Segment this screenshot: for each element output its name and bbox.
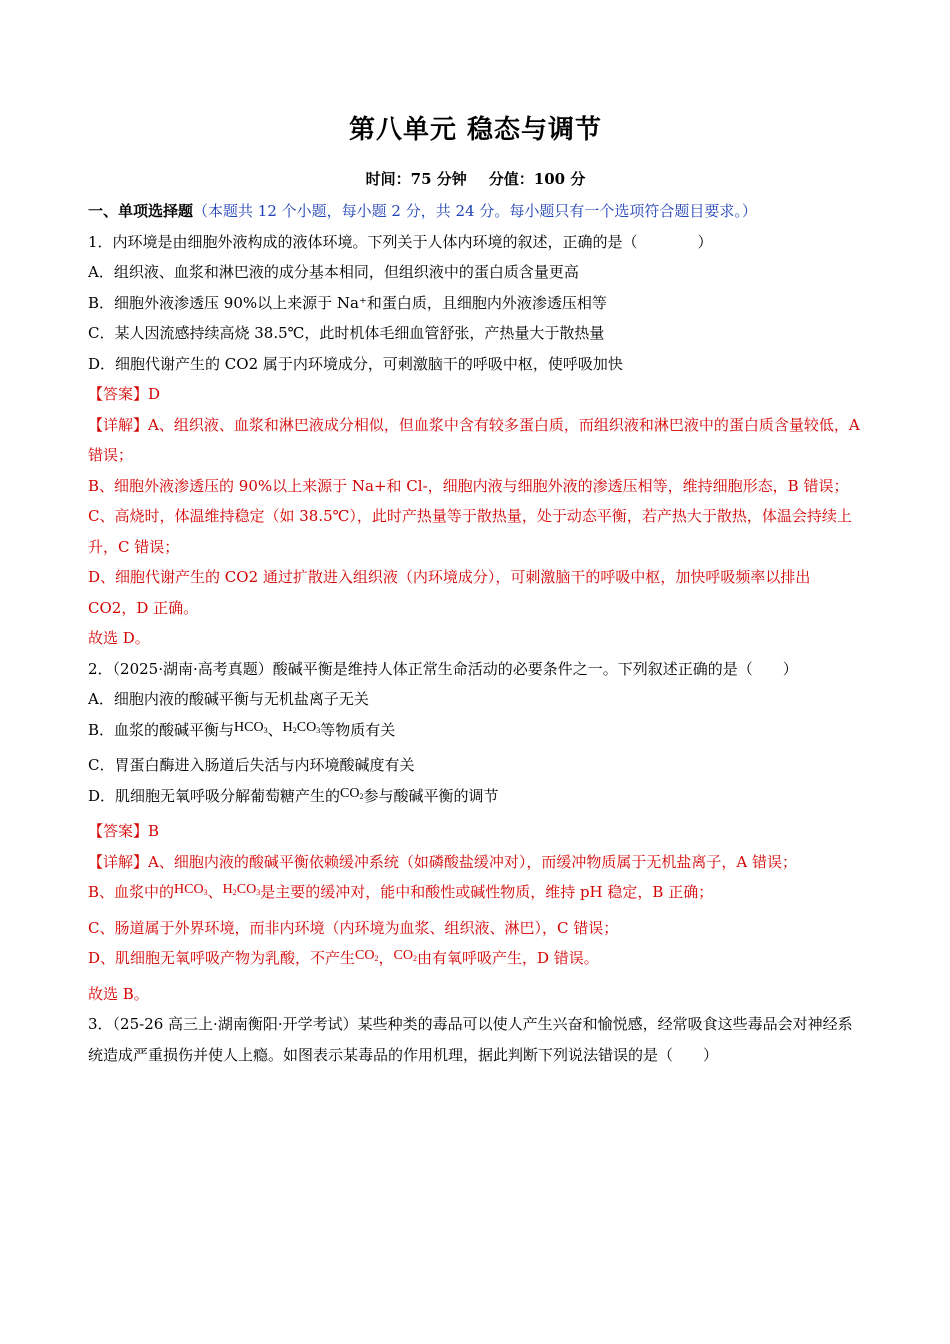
- formula-co2: $CO_2$: [340, 785, 364, 801]
- q2-detail-d-pre: D、肌细胞无氧呼吸产物为乳酸，不产生: [88, 949, 356, 967]
- q2-option-c: C．胃蛋白酶进入肠道后失活与内环境酸碱度有关: [88, 756, 415, 774]
- formula-co2-detail-1: $CO_2$: [355, 948, 379, 963]
- q2-detail-b-post: 是主要的缓冲对，能中和酸性或碱性物质，维持 pH 稳定，B 正确；: [260, 883, 714, 901]
- q2-option-a: A．细胞内液的酸碱平衡与无机盐离子无关: [88, 690, 369, 708]
- q2-option-d-pre: D．肌细胞无氧呼吸分解葡萄糖产生的: [88, 786, 341, 805]
- q1-answer: 【答案】D: [88, 385, 161, 403]
- exam-meta: [88, 168, 863, 190]
- q2-option-b-sep: 、: [267, 720, 283, 739]
- formula-h2co3: $H_2CO_3$: [282, 719, 321, 735]
- q2-detail-a: 【详解】A、细胞内液的酸碱平衡依赖缓冲系统（如磷酸盐缓冲对），而缓冲物质属于无机盐离子，A 错误；: [88, 852, 797, 871]
- q1-option-c: C．某人因流感持续高烧 38.5℃，此时机体毛细血管舒张，产热量大于散热量: [88, 324, 605, 342]
- q1-detail-c: C、高烧时，体温维持稳定（如 38.5℃），此时产热量等于散热量，处于动态平衡，若产热大于散热，体温会持续上升，C 错误；: [88, 507, 852, 556]
- q2-detail-d: [88, 943, 863, 979]
- q1-option-b: B．细胞外液渗透压 90%以上来源于 Na⁺和蛋白质，且细胞内外液渗透压相等: [88, 293, 607, 312]
- q2-detail-d-mid: ，: [378, 949, 394, 967]
- q2-detail-b-sep: 、: [207, 883, 223, 901]
- formula-co2-detail-2: $CO_2$: [393, 948, 417, 963]
- q2-option-d-post: 参与酸碱平衡的调节: [363, 786, 499, 805]
- q1-conclusion: 故选 D。: [88, 629, 150, 647]
- q2-option-d: [88, 781, 863, 817]
- q2-stem: 2．（2025·湖南·高考真题）酸碱平衡是维持人体正常生命活动的必要条件之一。下列叙述正确的是（ ）: [88, 659, 798, 678]
- q2-detail-d-post: 由有氧呼吸产生，D 错误。: [416, 949, 599, 967]
- exam-time: 时间：75 分钟: [365, 170, 467, 188]
- document-page: [88, 110, 863, 1070]
- q1-option-a: A．组织液、血浆和淋巴液的成分基本相同，但组织液中的蛋白质含量更高: [88, 263, 579, 281]
- q2-detail-c: C、肠道属于外界环境，而非内环境（内环境为血浆、组织液、淋巴），C 错误；: [88, 918, 619, 937]
- q2-option-b-pre: B．血浆的酸碱平衡与: [88, 720, 235, 739]
- q2-conclusion: 故选 B。: [88, 984, 149, 1003]
- section-heading: [88, 196, 863, 227]
- q3-stem: 3．（25-26 高三上·湖南衡阳·开学考试）某些种类的毒品可以使人产生兴奋和愉悦感，经常吸食这些毒品会对神经系统造成严重损伤并使人上瘾。如图表示某毒品的作用机理，据此判断下列说法错误的是（ ）: [88, 1015, 853, 1064]
- q2-option-b-post: 等物质有关: [320, 720, 396, 739]
- q2-option-b: [88, 715, 863, 751]
- formula-hco3-detail: $HCO_3$: [174, 882, 208, 897]
- section-note: （本题共 12 个小题，每小题 2 分，共 24 分。每小题只有一个选项符合题目要求。）: [193, 202, 757, 220]
- page-title: 第八单元 稳态与调节: [348, 115, 603, 145]
- q2-answer: 【答案】B: [88, 822, 160, 840]
- q1-detail-d: D、细胞代谢产生的 CO2 通过扩散进入组织液（内环境成分），可刺激脑干的呼吸中枢，加快呼吸频率以排出 CO2，D 正确。: [88, 568, 811, 617]
- q1-option-d: D．细胞代谢产生的 CO2 属于内环境成分，可刺激脑干的呼吸中枢，使呼吸加快: [88, 354, 623, 373]
- formula-h2co3-detail: $H_2CO_3$: [222, 882, 261, 897]
- q1-detail-a: 【详解】A、组织液、血浆和淋巴液成分相似，但血浆中含有较多蛋白质，而组织液和淋巴液中的蛋白质含量较低，A 错误；: [88, 415, 860, 464]
- formula-hco3: $HCO_3$: [234, 719, 268, 735]
- q1-detail-b: B、细胞外液渗透压的 90%以上来源于 Na+和 Cl-，细胞内液与细胞外液的渗透压相等，维持细胞形态，B 错误；: [88, 476, 849, 495]
- exam-score: 分值：100 分: [488, 170, 586, 188]
- q2-detail-b: [88, 877, 863, 913]
- q1-stem: 1．内环境是由细胞外液构成的液体环境。下列关于人体内环境的叙述，正确的是（ ）: [88, 232, 713, 251]
- section-title: 一、单项选择题: [88, 202, 194, 220]
- q2-detail-b-pre: B、血浆中的: [88, 883, 175, 901]
